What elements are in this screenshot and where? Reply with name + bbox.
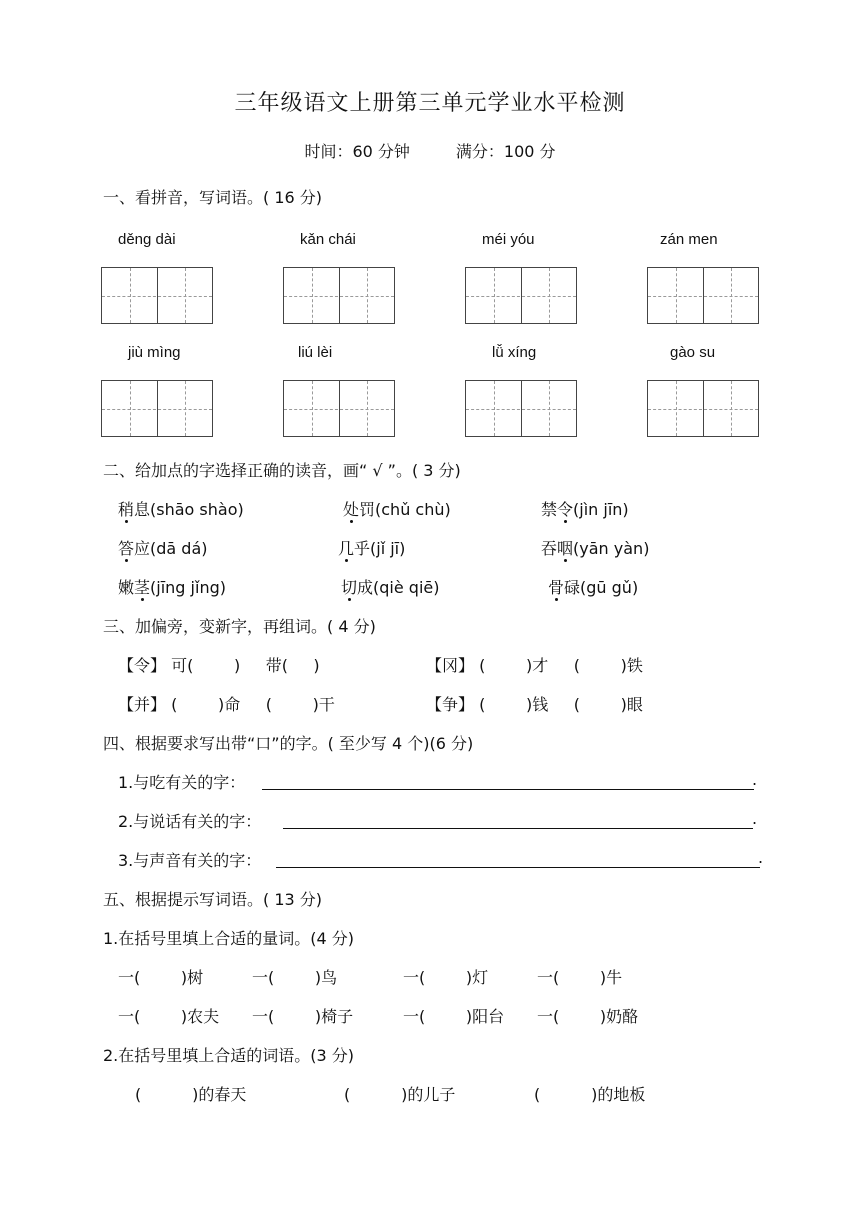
- writing-grid[interactable]: [283, 380, 395, 437]
- pinyin-label: méi yóu: [482, 231, 535, 248]
- radical-item[interactable]: 【争】 ( )钱 ( )眼: [426, 695, 643, 714]
- answer-prompt: 1.与吃有关的字：: [118, 773, 246, 792]
- pinyin-label: kǎn chái: [300, 231, 356, 248]
- measure-word-item[interactable]: 一( )牛: [537, 968, 623, 987]
- adjective-item[interactable]: ( )的春天: [135, 1085, 247, 1104]
- exam-info: [0, 139, 860, 162]
- line-end-period: .: [752, 770, 758, 789]
- reading-item[interactable]: 处罚(chǔ chù): [343, 500, 451, 519]
- measure-word-item[interactable]: 一( )树: [118, 968, 204, 987]
- answer-prompt: 3.与声音有关的字：: [118, 851, 262, 870]
- reading-item[interactable]: 答应(dā dá): [118, 539, 208, 558]
- writing-grid[interactable]: [465, 380, 577, 437]
- full-score: 满分：100 分: [455, 142, 556, 161]
- section-2-heading: 二、给加点的字选择正确的读音，画“ √ ”。( 3 分): [103, 461, 461, 480]
- writing-grid[interactable]: [101, 267, 213, 324]
- adjective-item[interactable]: ( )的儿子: [344, 1085, 456, 1104]
- writing-grid[interactable]: [465, 267, 577, 324]
- measure-word-item[interactable]: 一( )鸟: [252, 968, 338, 987]
- measure-word-item[interactable]: 一( )农夫: [118, 1007, 220, 1026]
- pinyin-label: gào su: [670, 344, 716, 361]
- answer-line[interactable]: [262, 789, 754, 790]
- measure-word-item[interactable]: 一( )灯: [403, 968, 489, 987]
- answer-prompt: 2.与说话有关的字：: [118, 812, 262, 831]
- pinyin-label: lǚ xíng: [492, 344, 537, 361]
- section-1-heading: 一、看拼音，写词语。( 16 分): [103, 188, 323, 207]
- pinyin-label: děng dài: [118, 231, 176, 248]
- writing-grid[interactable]: [283, 267, 395, 324]
- answer-line[interactable]: [276, 867, 760, 868]
- question-2-heading: 2.在括号里填上合适的词语。(3 分): [103, 1046, 355, 1065]
- reading-item[interactable]: 嫩茎(jīng jǐng): [118, 578, 226, 597]
- adjective-item[interactable]: ( )的地板: [534, 1085, 646, 1104]
- line-end-period: .: [758, 848, 764, 867]
- pinyin-label: zán men: [660, 231, 718, 248]
- writing-grid[interactable]: [101, 380, 213, 437]
- writing-grid[interactable]: [647, 380, 759, 437]
- pinyin-label: jiù mìng: [128, 344, 181, 361]
- measure-word-item[interactable]: 一( )阳台: [403, 1007, 505, 1026]
- section-5-heading: 五、根据提示写词语。( 13 分): [103, 890, 323, 909]
- measure-word-item[interactable]: 一( )奶酪: [537, 1007, 639, 1026]
- time-limit: 时间：60 分钟: [304, 142, 410, 161]
- reading-item[interactable]: 吞咽(yān yàn): [541, 539, 650, 558]
- line-end-period: .: [752, 809, 758, 828]
- radical-item[interactable]: 【冈】 ( )才 ( )铁: [426, 656, 643, 675]
- section-3-heading: 三、加偏旁，变新字，再组词。( 4 分): [103, 617, 376, 636]
- radical-item[interactable]: 【并】 ( )命 ( )干: [118, 695, 335, 714]
- section-4-heading: 四、根据要求写出带“口”的字。( 至少写 4 个)(6 分): [103, 734, 474, 753]
- page-title: 三年级语文上册第三单元学业水平检测: [234, 91, 626, 116]
- answer-line[interactable]: [283, 828, 753, 829]
- reading-item[interactable]: 几乎(jǐ jī): [338, 539, 406, 558]
- reading-item[interactable]: 稍息(shāo shào): [118, 500, 244, 519]
- radical-item[interactable]: 【令】 可( ) 带( ): [118, 656, 320, 675]
- pinyin-label: liú lèi: [298, 344, 333, 361]
- question-1-heading: 1.在括号里填上合适的量词。(4 分): [103, 929, 355, 948]
- writing-grid[interactable]: [647, 267, 759, 324]
- reading-item[interactable]: 切成(qiè qiē): [341, 578, 440, 597]
- measure-word-item[interactable]: 一( )椅子: [252, 1007, 354, 1026]
- reading-item[interactable]: 禁令(jìn jīn): [541, 500, 629, 519]
- reading-item[interactable]: 骨碌(gū gǔ): [548, 578, 639, 597]
